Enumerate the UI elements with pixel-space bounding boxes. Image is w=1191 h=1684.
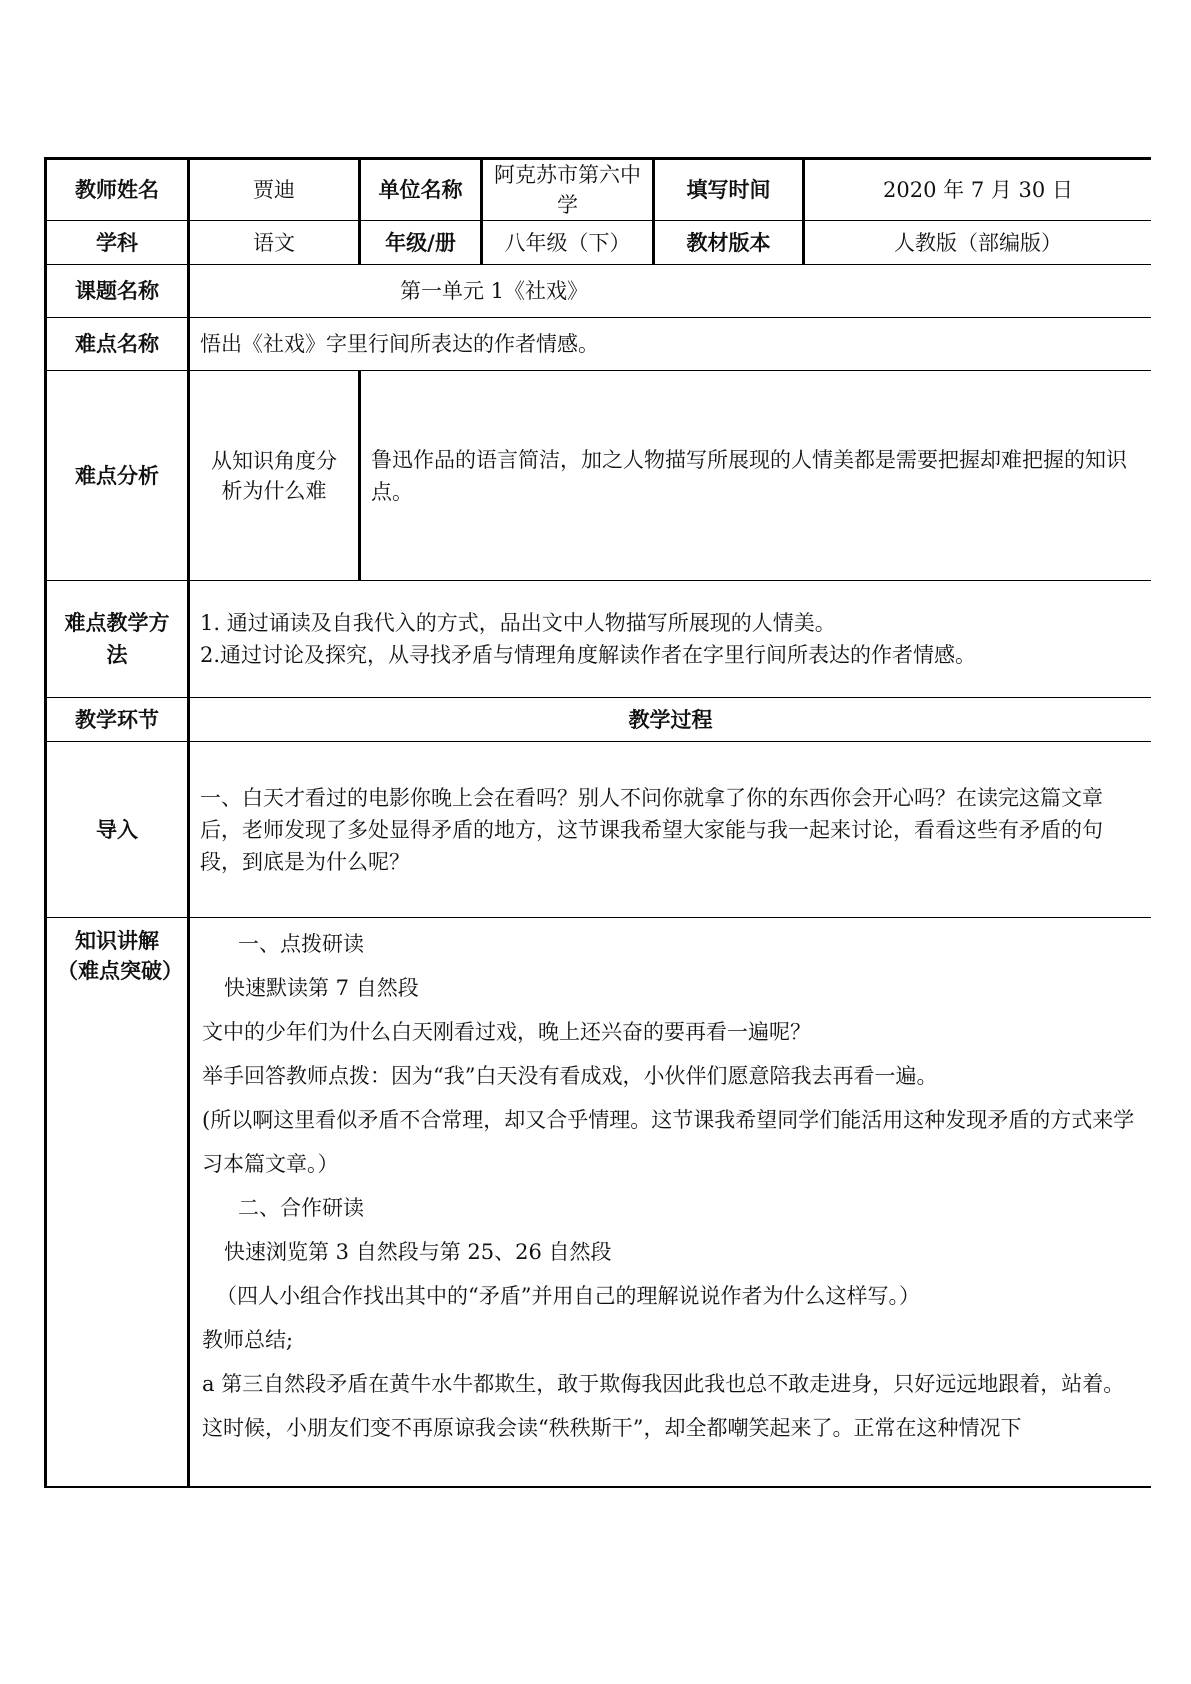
knowledge-line-7: 快速浏览第 3 自然段与第 25、26 自然段 [224,1240,612,1264]
method-line-1: 1. 通过诵读及自我代入的方式，品出文中人物描写所展现的人情美。 [200,611,836,635]
header-row-2 [46,221,1152,265]
intro-label: 导入 [46,742,189,918]
date-value: 2020 年 7 月 30 日 [804,159,1152,221]
process-header-row [46,698,1152,742]
edition-value: 人教版（部编版） [804,221,1152,265]
topic-row [46,265,1152,318]
teacher-value: 贾迪 [189,159,360,221]
subject-value: 语文 [189,221,360,265]
analysis-label: 难点分析 [46,371,189,581]
knowledge-line-4: 举手回答教师点拨：因为“我”白天没有看成戏，小伙伴们愿意陪我去再看一遍。 [202,1064,938,1088]
edition-label: 教材版本 [654,221,804,265]
subject-label: 学科 [46,221,189,265]
knowledge-content [189,918,1152,1488]
stage-header: 教学环节 [46,698,189,742]
method-row [46,581,1152,698]
grade-value: 八年级（下） [482,221,654,265]
topic-label: 课题名称 [46,265,189,318]
knowledge-line-9: 教师总结; [202,1328,294,1352]
knowledge-line-3: 文中的少年们为什么白天刚看过戏，晚上还兴奋的要再看一遍呢？ [202,1020,811,1044]
knowledge-label-line-1: 知识讲解 [75,929,159,953]
process-header: 教学过程 [189,698,1152,742]
intro-text: 一、白天才看过的电影你晚上会在看吗？别人不问你就拿了你的东西你会开心吗？在读完这篇文章后，老师发现了多处显得矛盾的地方，这节课我希望大家能与我一起来讨论，看看这些有矛盾的句段，到底是为什么呢？ [189,742,1152,918]
knowledge-label [46,918,189,1488]
header-row-1 [46,159,1152,221]
method-line-2: 2.通过讨论及探究，从寻找矛盾与情理角度解读作者在字里行间所表达的作者情感。 [200,643,977,667]
teacher-label: 教师姓名 [46,159,189,221]
knowledge-line-2: 快速默读第 7 自然段 [224,976,419,1000]
unit-label: 单位名称 [360,159,482,221]
knowledge-row [46,918,1152,1488]
knowledge-line-8: （四人小组合作找出其中的“矛盾”并用自己的理解说说作者为什么这样写。） [216,1284,920,1308]
difficulty-label: 难点名称 [46,318,189,371]
difficulty-value: 悟出《社戏》字里行间所表达的作者情感。 [189,318,1152,371]
intro-row [46,742,1152,918]
analysis-value: 鲁迅作品的语言简洁，加之人物描写所展现的人情美都是需要把握却难把握的知识点。 [360,371,1152,581]
grade-label: 年级/册 [360,221,482,265]
knowledge-label-line-2: （难点突破） [57,959,183,983]
topic-value: 第一单元 1《社戏》 [189,265,1152,318]
lesson-plan-table [44,157,1151,1488]
date-label: 填写时间 [654,159,804,221]
method-label: 难点教学方法 [46,581,189,698]
lesson-plan-sheet [44,157,1151,1488]
knowledge-line-10: a 第三自然段矛盾在黄牛水牛都欺生，敢于欺侮我因此我也总不敢走进身，只好远远地跟着，站着。这时候，小朋友们变不再原谅我会读“秩秩斯干”，却全都嘲笑起来了。正常在这种情况下 [202,1372,1125,1440]
knowledge-line-6: 二、合作研读 [238,1196,364,1220]
knowledge-line-5: (所以啊这里看似矛盾不合常理，却又合乎情理。这节课我希望同学们能活用这种发现矛盾的方式来学习本篇文章。） [202,1108,1135,1176]
knowledge-line-1: 一、点拨研读 [238,932,364,956]
analysis-row [46,371,1152,581]
analysis-sub-label: 从知识角度分析为什么难 [189,371,360,581]
method-value [189,581,1152,698]
difficulty-row [46,318,1152,371]
unit-value: 阿克苏市第六中学 [482,159,654,221]
